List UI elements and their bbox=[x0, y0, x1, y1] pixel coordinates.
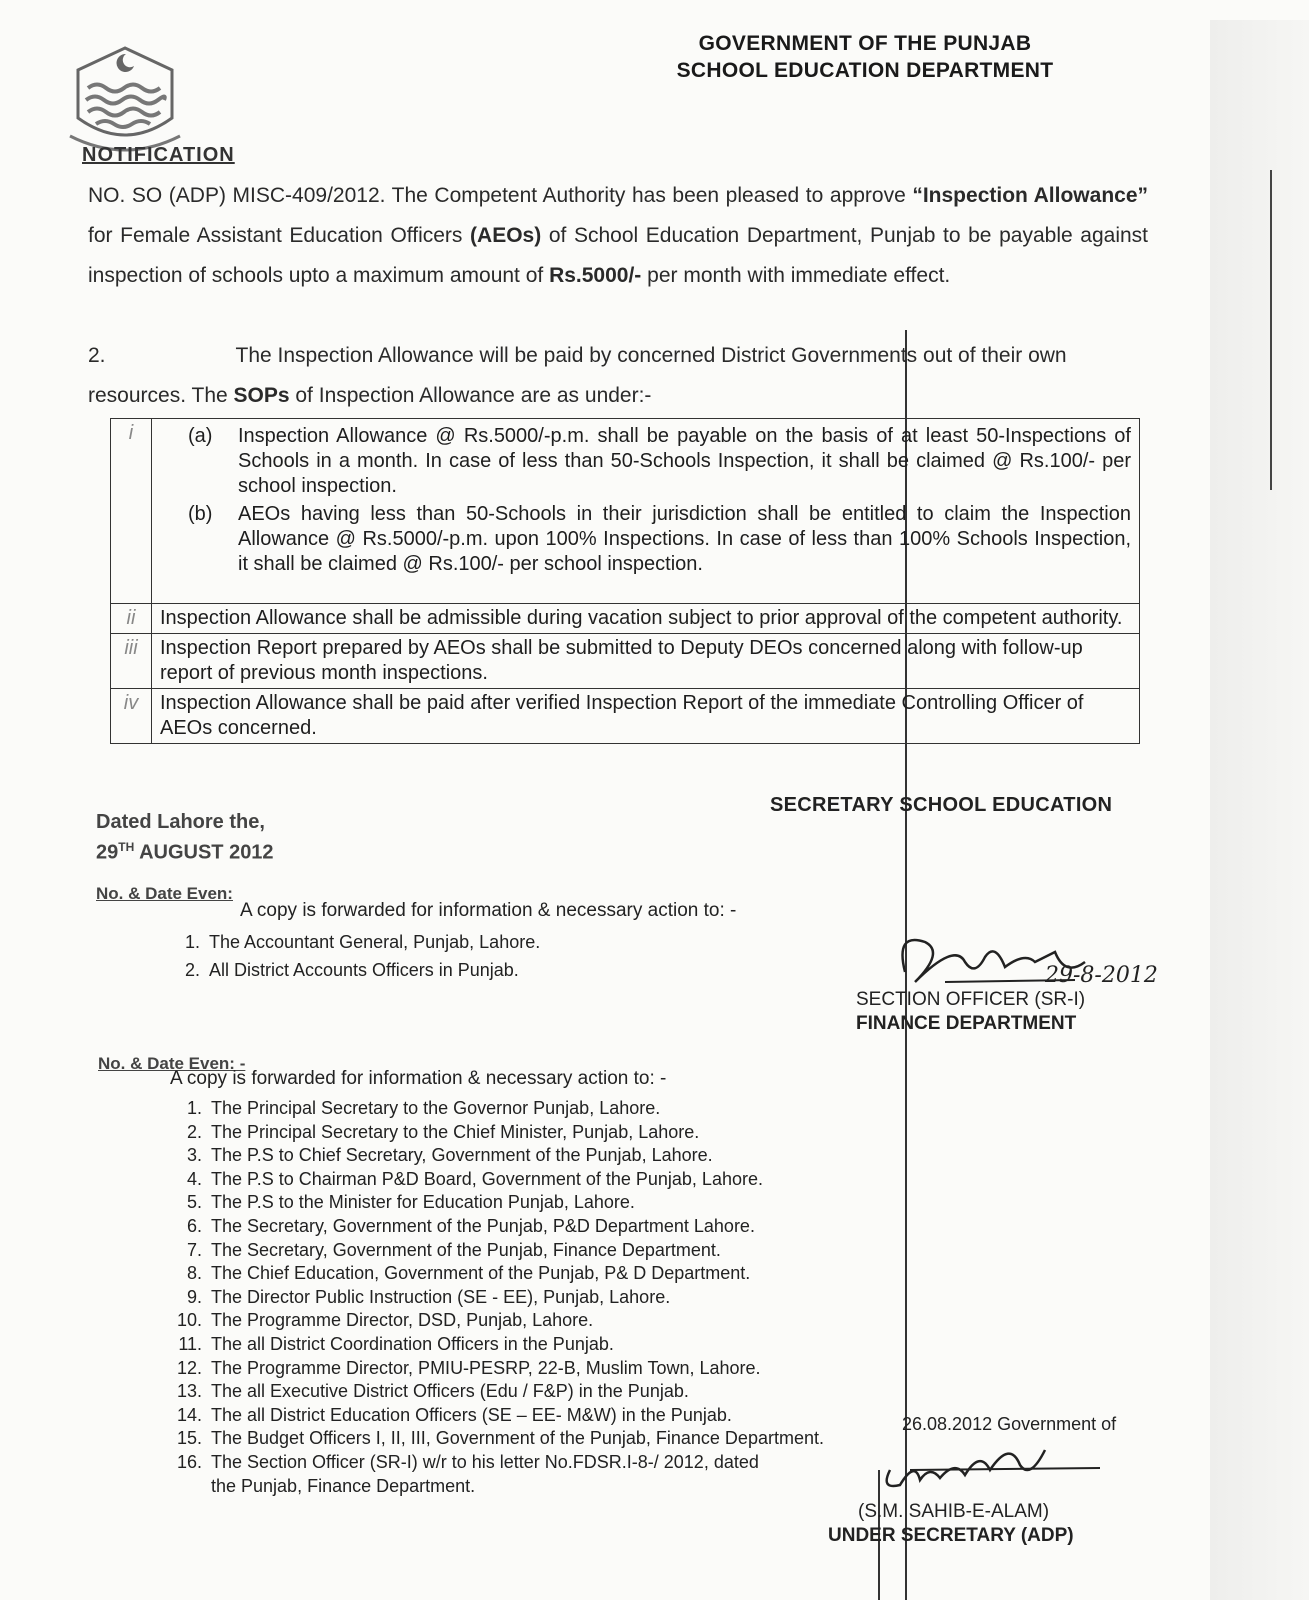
under-secretary-block bbox=[828, 1500, 1074, 1548]
paragraph-2-text: The Inspection Allowance will be paid by concerned District Governments out of their own resources. The bbox=[88, 344, 1067, 407]
paragraph-1-text: of School Education Department, Punjab to be payable against inspection of schools upto a maximum amount of bbox=[88, 224, 1148, 287]
table-row bbox=[111, 634, 1140, 689]
paragraph-1-text: for Female Assistant Education Officers bbox=[88, 224, 471, 247]
section-officer-block bbox=[856, 988, 1085, 1036]
sop-table bbox=[110, 418, 1140, 744]
row-number: iv bbox=[111, 689, 152, 744]
distribution-list-1 bbox=[165, 928, 540, 984]
scan-edge-line bbox=[1270, 170, 1272, 490]
allowance-name: “Inspection Allowance” bbox=[912, 184, 1149, 207]
section-officer-dept: FINANCE DEPARTMENT bbox=[856, 1013, 1077, 1034]
reference-number: NO. SO (ADP) MISC-409/2012. bbox=[88, 184, 386, 207]
even-label-1: No. & Date Even: bbox=[96, 884, 233, 903]
table-row bbox=[111, 419, 1140, 604]
under-secretary-title: UNDER SECRETARY (ADP) bbox=[828, 1525, 1074, 1546]
punjab-govt-logo-icon bbox=[60, 40, 190, 160]
copy-intro-2: A copy is forwarded for information & necessary action to: - bbox=[170, 1068, 667, 1089]
sub-item bbox=[160, 502, 1131, 577]
date-month-year: AUGUST 2012 bbox=[134, 841, 274, 864]
paragraph-1-text: per month with immediate effect. bbox=[641, 264, 951, 287]
aeos-label: (AEOs) bbox=[470, 224, 542, 247]
under-secretary-name: (S.M. SAHIB-E-ALAM) bbox=[858, 1501, 1050, 1522]
section-officer-title: SECTION OFFICER (SR-I) bbox=[856, 989, 1086, 1010]
dated-place: Dated Lahore the, bbox=[96, 811, 265, 833]
list-item: 11. The all District Coordination Officers in the Punjab. bbox=[207, 1333, 824, 1357]
list-item bbox=[207, 1451, 824, 1498]
scan-edge bbox=[1210, 20, 1309, 1600]
signature-date: 29-8-2012 bbox=[1045, 963, 1158, 988]
row-text: Inspection Allowance shall be paid after verified Inspection Report of the immediate Controlling Officer of AEOs concerned. bbox=[152, 689, 1140, 744]
list-item: 13. The all Executive District Officers (Edu / F&P) in the Punjab. bbox=[207, 1380, 824, 1404]
row-text: Inspection Report prepared by AEOs shall be submitted to Deputy DEOs concerned along with follow-up report of previous month inspections. bbox=[152, 634, 1140, 689]
paragraph-2 bbox=[88, 336, 1148, 416]
list-item: 15. The Budget Officers I, II, III, Government of the Punjab, Finance Department. bbox=[207, 1427, 824, 1451]
row-content bbox=[152, 419, 1140, 604]
notification-title: NOTIFICATION bbox=[82, 144, 235, 166]
dated-block bbox=[96, 810, 274, 866]
row-number: iii bbox=[111, 634, 152, 689]
list-item: 12. The Programme Director, PMIU-PESRP, 22-B, Muslim Town, Lahore. bbox=[207, 1357, 824, 1381]
list-item: 2. All District Accounts Officers in Punjab. bbox=[205, 956, 540, 984]
sub-item-text: AEOs having less than 50-Schools in their jurisdiction shall be entitled to claim the Inspection Allowance @ Rs.5000/-p.m. upon 100% Inspections. In case of less than 100% Schools Inspection, it shall be claimed @ Rs.100/- per school inspection. bbox=[238, 503, 1131, 575]
letter-date: 26.08.2012 Government of bbox=[902, 1414, 1117, 1434]
sub-item-label: (b) bbox=[188, 503, 213, 525]
date-day-suffix: TH bbox=[118, 840, 135, 854]
list-item: 14. The all District Education Officers (SE – EE- M&W) in the Punjab. bbox=[207, 1404, 824, 1428]
list-item-text: The Section Officer (SR-I) w/r to his letter No.FDSR.I-8-/ 2012, dated bbox=[211, 1451, 759, 1472]
row-text: Inspection Allowance shall be admissible during vacation subject to prior approval of the competent authority. bbox=[152, 604, 1140, 634]
list-item: 10. The Programme Director, DSD, Punjab, Lahore. bbox=[207, 1309, 824, 1333]
dated-date bbox=[96, 835, 274, 866]
list-item: 2. The Principal Secretary to the Chief Minister, Punjab, Lahore. bbox=[207, 1121, 824, 1145]
heading-line-2: SCHOOL EDUCATION DEPARTMENT bbox=[676, 59, 1054, 82]
even-label-2: No. & Date Even: - bbox=[98, 1054, 246, 1073]
distribution-list-2 bbox=[167, 1097, 824, 1498]
paragraph-1-text: The Competent Authority has been pleased to approve bbox=[385, 184, 913, 207]
list-item: 8. The Chief Education, Government of the Punjab, P& D Department. bbox=[207, 1262, 824, 1286]
list-item: 5. The P.S to the Minister for Education Punjab, Lahore. bbox=[207, 1191, 824, 1215]
list-item: 1. The Accountant General, Punjab, Lahore. bbox=[205, 928, 540, 956]
list-item: 6. The Secretary, Government of the Punjab, P&D Department Lahore. bbox=[207, 1215, 824, 1239]
sops-label: SOPs bbox=[233, 384, 290, 407]
date-day: 29 bbox=[96, 841, 119, 864]
list-item: 4. The P.S to Chairman P&D Board, Government of the Punjab, Lahore. bbox=[207, 1168, 824, 1192]
sub-item-label: (a) bbox=[188, 425, 213, 447]
table-row bbox=[111, 604, 1140, 634]
list-item-tail: the Punjab, Finance Department. bbox=[211, 1475, 476, 1496]
under-secretary-signature bbox=[870, 1430, 1110, 1510]
list-item: 7. The Secretary, Government of the Punjab, Finance Department. bbox=[207, 1239, 824, 1263]
table-row bbox=[111, 689, 1140, 744]
sub-item bbox=[160, 424, 1131, 499]
copy-intro-1: A copy is forwarded for information & necessary action to: - bbox=[240, 900, 737, 921]
heading-line-1: GOVERNMENT OF THE PUNJAB bbox=[698, 32, 1032, 55]
paragraph-1 bbox=[88, 176, 1148, 296]
document-heading bbox=[600, 30, 1130, 84]
row-number: i bbox=[111, 419, 152, 604]
paragraph-2-text: of Inspection Allowance are as under:- bbox=[289, 384, 652, 407]
allowance-amount: Rs.5000/- bbox=[549, 264, 642, 287]
signatory-secretary: SECRETARY SCHOOL EDUCATION bbox=[770, 794, 1113, 816]
list-item: 1. The Principal Secretary to the Governor Punjab, Lahore. bbox=[207, 1097, 824, 1121]
list-item: 9. The Director Public Instruction (SE - EE), Punjab, Lahore. bbox=[207, 1286, 824, 1310]
paragraph-number: 2. bbox=[88, 344, 106, 367]
list-item: 3. The P.S to Chief Secretary, Government of the Punjab, Lahore. bbox=[207, 1144, 824, 1168]
sub-item-text: Inspection Allowance @ Rs.5000/-p.m. shall be payable on the basis of at least 50-Inspections of Schools in a month. In case of less than 50-Schools Inspection, it shall be claimed @ Rs.100/- per school inspection. bbox=[238, 425, 1131, 497]
row-number: ii bbox=[111, 604, 152, 634]
